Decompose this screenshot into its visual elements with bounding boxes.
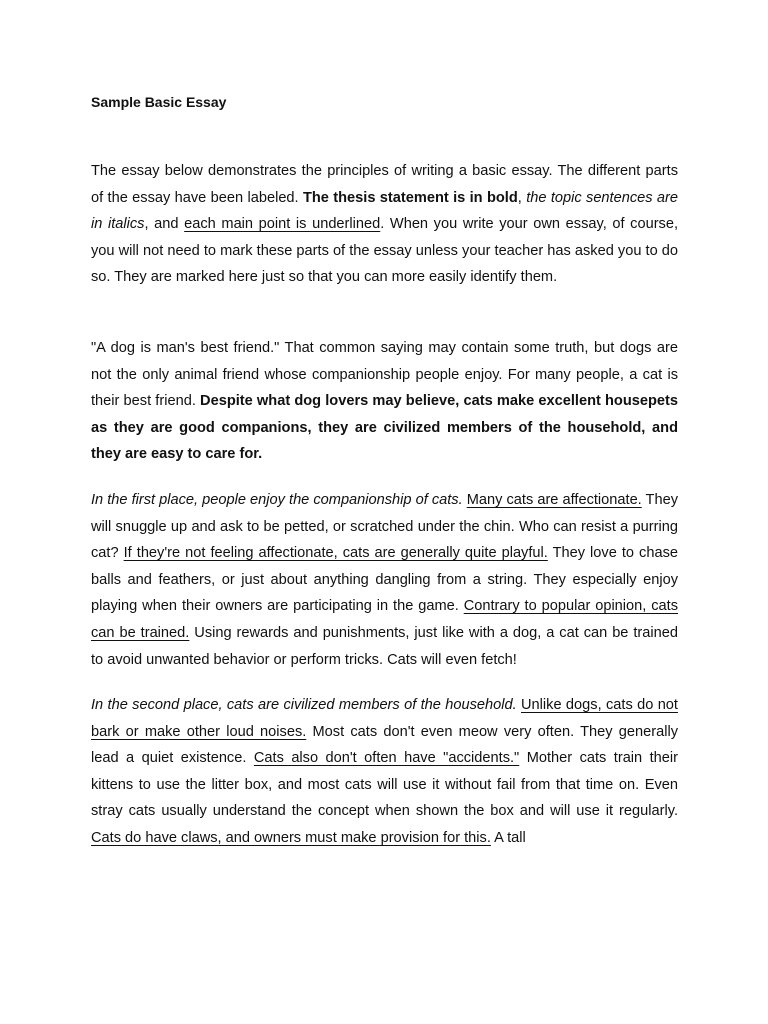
paragraph-text: Mother cats train their kittens to use the litter box, and most cats will use it without fail from that time on. Even stray cats usually understand the concept when shown the box and will use it regularly. [91, 750, 679, 820]
intro-text: , and [144, 216, 185, 233]
intro-text: , [517, 189, 527, 206]
intro-paragraph [91, 158, 678, 291]
main-point: Cats also don't often have "accidents." [253, 750, 520, 767]
main-point: Unlike dogs, cats do not bark or make other loud noises. [91, 697, 678, 740]
main-point: Contrary to popular opinion, cats can be trained. [91, 598, 678, 641]
essay-page [91, 90, 678, 852]
essay-paragraph-3 [91, 692, 678, 852]
paragraph-text: They will snuggle up and ask to be petted, or scratched under the chin. Who can resist a purring cat? [91, 491, 678, 562]
thesis-statement: Despite what dog lovers may believe, cats make excellent housepets as they are good companions, they are civilized members of the household, and they are easy to care for. [91, 393, 678, 463]
main-point: Many cats are affectionate. [466, 491, 642, 508]
topic-sentence: In the first place, people enjoy the companionship of cats. [91, 491, 463, 508]
paragraph-text: They love to chase balls and feathers, or just about anything dangling from a string. They especially enjoy playing when their owners are participating in the game. [91, 545, 679, 615]
page-title: Sample Basic Essay [91, 94, 227, 110]
topic-sentence: In the second place, cats are civilized members of the household. [91, 697, 517, 714]
main-point: Cats do have claws, and owners must make provision for this. [91, 830, 491, 847]
intro-text: The essay below demonstrates the principles of writing a basic essay. The different parts of the essay have been labeled. [91, 163, 678, 206]
paragraph-text: Most cats don't even meow very often. They generally lead a quiet existence. [91, 723, 678, 767]
paragraph-text: A tall [490, 830, 526, 847]
paragraph-text: "A dog is man's best friend." That common saying may contain some truth, but dogs are not the only animal friend whose companionship people enjoy. For many people, a cat is their best friend. [91, 339, 678, 410]
paragraph-text: Using rewards and punishments, just like with a dog, a cat can be trained to avoid unwanted behavior or perform tricks. Cats will even fetch! [91, 624, 678, 668]
essay-paragraph-2 [91, 487, 678, 673]
main-point-label: each main point is underlined [184, 216, 381, 233]
essay-paragraph-1 [91, 335, 678, 468]
topic-label: the topic sentences are in italics [91, 189, 678, 233]
main-point: If they're not feeling affectionate, cats are generally quite playful. [123, 545, 548, 562]
thesis-label: The thesis statement is in bold [302, 189, 518, 206]
intro-text: . When you write your own essay, of course, you will not need to mark these parts of the essay unless your teacher has asked you to do so. They are marked here just so that you can more easily identify them. [91, 216, 679, 286]
